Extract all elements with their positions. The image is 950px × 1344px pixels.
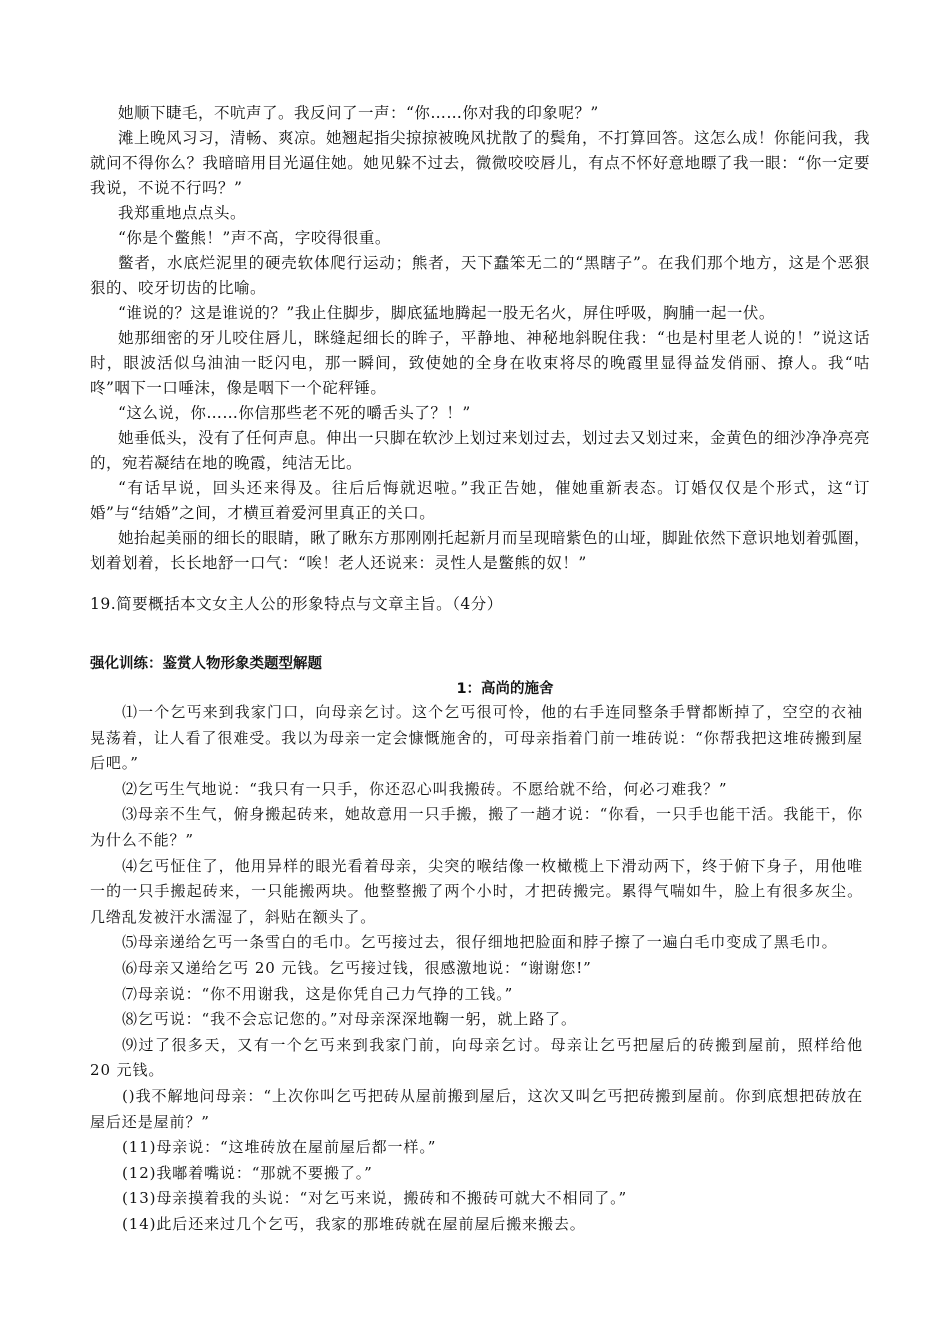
passage-paragraph: 她顺下睫毛，不吭声了。我反问了一声：“你……你对我的印象呢？” [118, 104, 599, 122]
passage-paragraph: “谁说的？这是谁说的？”我止住脚步，脚底猛地腾起一股无名火，屏住呼吸，胸脯一起一伏。 [118, 304, 775, 322]
section-title: 强化训练：鉴赏人物形象类题型解题 [90, 656, 322, 672]
passage-excerpt [90, 101, 870, 576]
story-paragraph: ()我不解地问母亲：“上次你叫乞丐把砖从屋前搬到屋后，这次又叫乞丐把砖搬到屋前。你到底想把砖放在屋后还是屋前？” [90, 1086, 863, 1131]
story-title: 1：高尚的施舍 [456, 681, 554, 697]
passage-paragraph: 我郑重地点点头。 [118, 204, 247, 222]
passage-paragraph: 鳖者，水底烂泥里的硬壳软体爬行运动；熊者，天下蠢笨无二的“黑瞎子”。在我们那个地方，这是个恶狠狠的、咬牙切齿的比喻。 [90, 254, 870, 297]
passage-paragraph: 她抬起美丽的细长的眼睛，瞅了瞅东方那刚刚托起新月而呈现暗紫色的山垭，脚趾依然下意识地划着弧圈，划着划着，长长地舒一口气：“唉！老人还说来：灵性人是鳖熊的奴！” [90, 529, 871, 572]
passage-paragraph: “你是个鳖熊！”声不高，字咬得很重。 [118, 229, 391, 247]
story-paragraph: (14)此后还来过几个乞丐，我家的那堆砖就在屋前屋后搬来搬去。 [122, 1214, 586, 1233]
passage-paragraph: “这么说，你……你信那些老不死的嚼舌头了？！” [118, 404, 471, 422]
story-body [90, 700, 863, 1237]
story-paragraph: ⑻乞丐说：“我不会忘记您的。”对母亲深深地鞠一躬，就上路了。 [122, 1010, 577, 1029]
passage-paragraph: 她那细密的牙儿咬住唇儿，眯缝起细长的眸子，平静地、神秘地斜睨住我：“也是村里老人说的！”说这话时，眼波活似乌油油一眨闪电，那一瞬间，致使她的全身在收束将尽的晚霞里显得益发俏丽、撩人。我“咕咚”咽下一口唾沫，像是咽下一个砣秤锤。 [90, 329, 870, 397]
story-paragraph: ⑹母亲又递给乞丐 20 元钱。乞丐接过钱，很感激地说：“谢谢您!” [122, 958, 592, 977]
passage-paragraph: “有话早说，回头还来得及。往后后悔就迟啦。”我正告她，催她重新表态。订婚仅仅是个形式，这“订婚”与“结婚”之间，才横亘着爱河里真正的关口。 [90, 479, 870, 522]
story-paragraph: ⑶母亲不生气，俯身搬起砖来，她故意用一只手搬，搬了一趟才说：“你看，一只手也能干活。我能干，你为什么不能？” [90, 805, 863, 849]
story-paragraph: (11)母亲说：“这堆砖放在屋前屋后都一样。” [122, 1138, 437, 1157]
question-19: 19.简要概括本文女主人公的形象特点与文章主旨。（4分） [90, 595, 503, 613]
story-paragraph: ⑸母亲递给乞丐一条雪白的毛巾。乞丐接过去，很仔细地把脸面和脖子擦了一遍白毛巾变成了黑毛巾。 [122, 933, 838, 952]
story-paragraph: ⑺母亲说：“你不用谢我，这是你凭自己力气挣的工钱。” [122, 984, 514, 1003]
story-paragraph: ⑵乞丐生气地说：“我只有一只手，你还忍心叫我搬砖。不愿给就不给，何必刁难我？” [122, 779, 728, 798]
story-paragraph: (13)母亲摸着我的头说：“对乞丐来说，搬砖和不搬砖可就大不相同了。” [122, 1189, 628, 1208]
passage-paragraph: 她垂低头，没有了任何声息。伸出一只脚在软沙上划过来划过去，划过去又划过来，金黄色的细沙净净亮亮的，宛若凝结在地的晚霞，纯洁无比。 [90, 429, 871, 472]
story-paragraph: (12)我嘟着嘴说：“那就不要搬了。” [122, 1163, 373, 1182]
passage-paragraph: 滩上晚风习习，清畅、爽凉。她翘起指尖掠掠被晚风扰散了的鬓角，不打算回答。这怎么成！你能问我，我就问不得你么？我暗暗用目光逼住她。她见躲不过去，微微咬咬唇儿，有点不怀好意地瞟了我一眼：“你一定要我说，不说不行吗？” [90, 129, 871, 197]
story-paragraph: ⑼过了很多天，又有一个乞丐来到我家门前，向母亲乞讨。母亲让乞丐把屋后的砖搬到屋前，照样给他 20 元钱。 [90, 1035, 863, 1080]
story-paragraph: ⑷乞丐怔住了，他用异样的眼光看着母亲，尖突的喉结像一枚橄榄上下滑动两下，终于俯下身子，用他唯一的一只手搬起砖来，一只能搬两块。他整整搬了两个小时，才把砖搬完。累得气喘如牛，脸上有很多灰尘。几绺乱发被汗水濡湿了，斜贴在额头了。 [90, 856, 863, 926]
story-paragraph: ⑴一个乞丐来到我家门口，向母亲乞讨。这个乞丐很可怜，他的右手连同整条手臂都断掉了，空空的衣袖晃荡着，让人看了很难受。我以为母亲一定会慷慨施舍的，可母亲指着门前一堆砖说：“你帮我把这堆砖搬到屋后吧。” [90, 703, 863, 773]
